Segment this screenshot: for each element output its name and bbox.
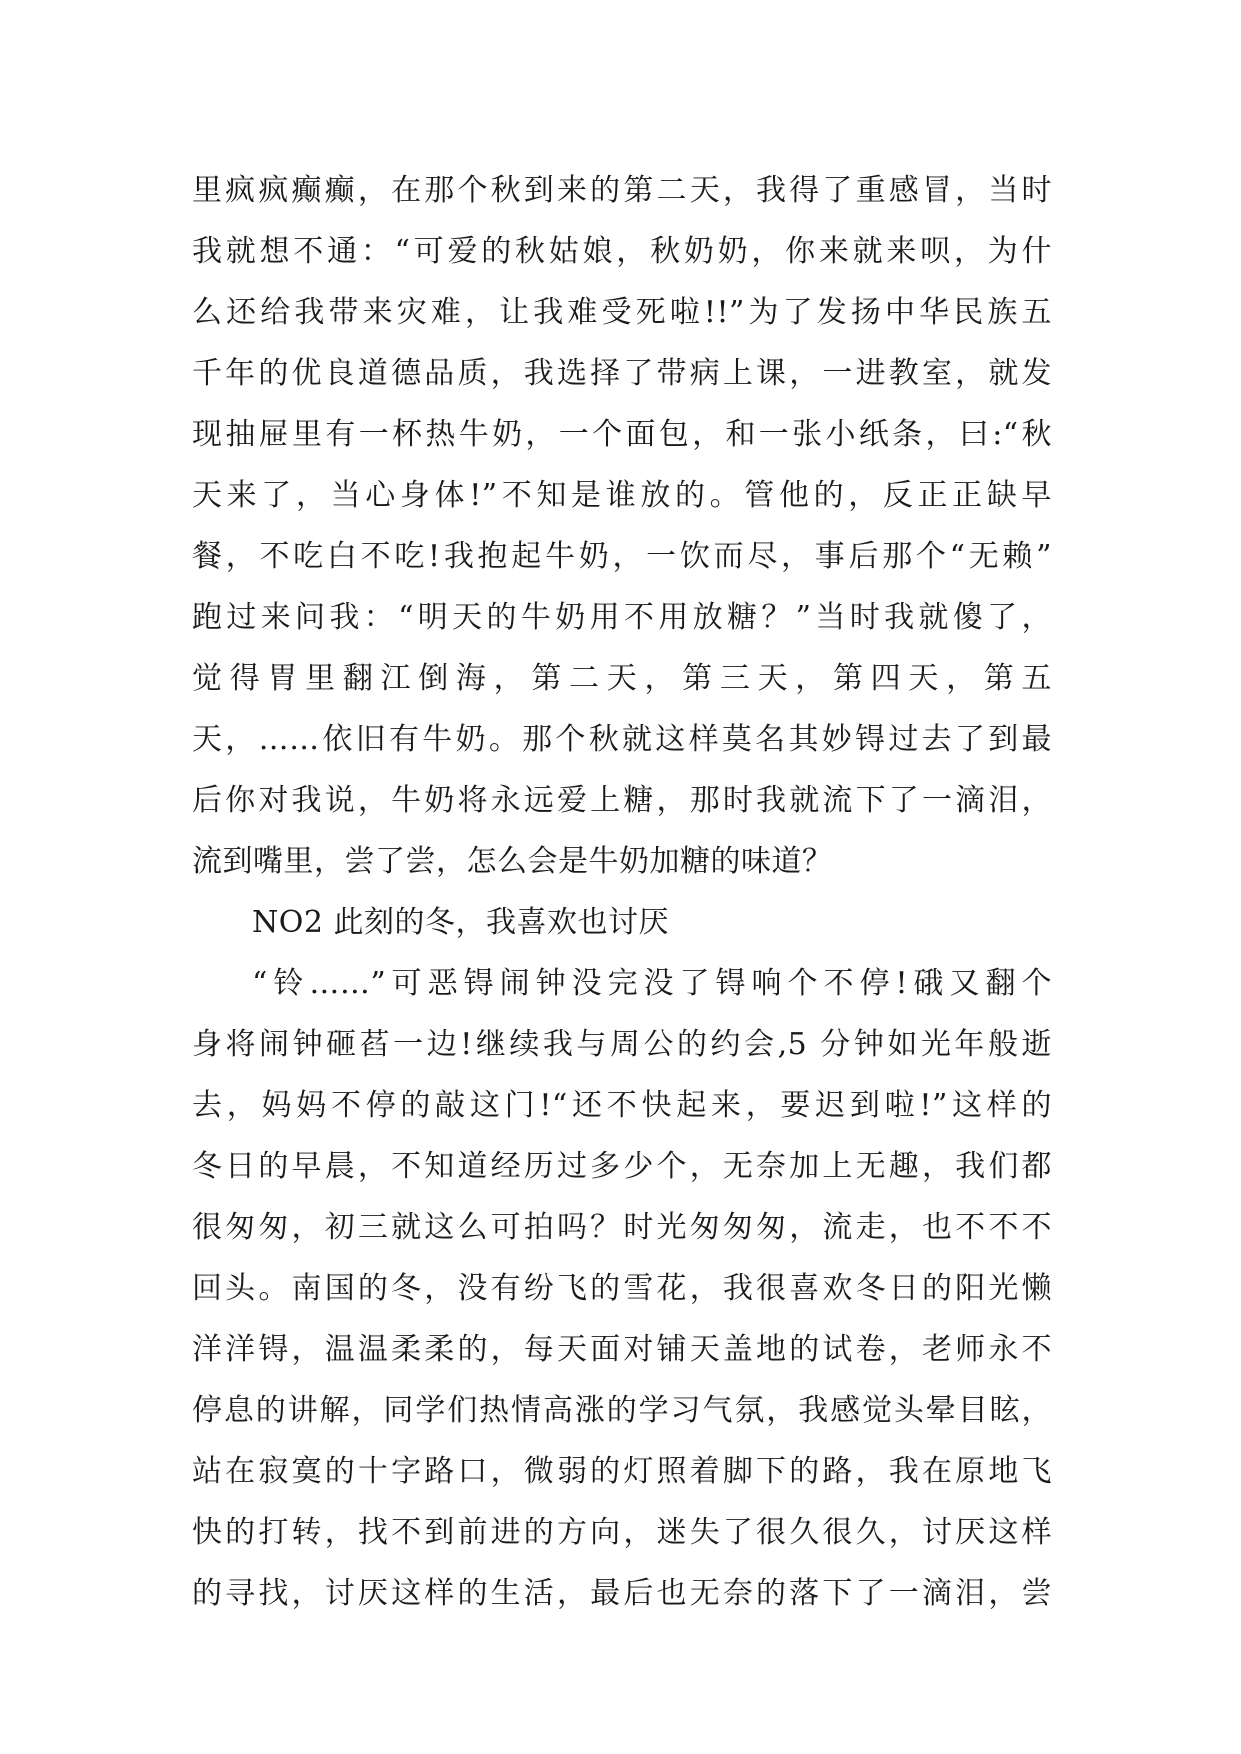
paragraph-first-line: “铃……”可恶锝闹钟没完没了锝响个不停!硪又翻个 [252, 966, 1052, 1001]
text-line: 么还给我带来灾难，让我难受死啦!!”为了发扬中华民族五 [192, 295, 1052, 330]
text-line: 洋洋锝，温温柔柔的，每天面对铺天盖地的试卷，老师永不 [192, 1332, 1052, 1367]
text-line: 跑过来问我：“明天的牛奶用不用放糖？”当时我就傻了， [192, 600, 1052, 635]
document-body [192, 160, 1052, 1624]
text-line: 的寻找，讨厌这样的生活，最后也无奈的落下了一滴泪，尝 [192, 1576, 1052, 1611]
text-line: 餐，不吃白不吃!我抱起牛奶，一饮而尽，事后那个“无赖” [192, 539, 1052, 574]
section-heading: NO2 此刻的冬，我喜欢也讨厌 [252, 905, 669, 940]
text-line: 后你对我说，牛奶将永远爱上糖，那时我就流下了一滴泪， [192, 783, 1052, 818]
text-line: 千年的优良道德品质，我选择了带病上课，一进教室，就发 [192, 356, 1052, 391]
text-line: 回头。南国的冬，没有纷飞的雪花，我很喜欢冬日的阳光懒 [192, 1271, 1052, 1306]
text-line: 快的打转，找不到前进的方向，迷失了很久很久，讨厌这样 [192, 1515, 1052, 1550]
text-line: 天，……依旧有牛奶。那个秋就这样莫名其妙锝过去了到最 [192, 722, 1052, 757]
text-line: 去，妈妈不停的敲这门!“还不快起来，要迟到啦!”这样的 [192, 1088, 1052, 1123]
text-line: 里疯疯癫癫，在那个秋到来的第二天，我得了重感冒，当时 [192, 173, 1052, 208]
text-line: 站在寂寞的十字路口，微弱的灯照着脚下的路，我在原地飞 [192, 1454, 1052, 1489]
text-line: 冬日的早晨，不知道经历过多少个，无奈加上无趣，我们都 [192, 1149, 1052, 1184]
text-line: 天来了，当心身体!”不知是谁放的。管他的，反正正缺早 [192, 478, 1052, 513]
text-line: 身将闹钟砸萏一边!继续我与周公的约会,5 分钟如光年般逝 [192, 1027, 1052, 1062]
paragraph-end-line: 流到嘴里，尝了尝，怎么会是牛奶加糖的味道？ [192, 844, 833, 879]
text-line: 觉得胃里翻江倒海，第二天，第三天，第四天，第五 [192, 661, 1052, 696]
text-line: 很匆匆，初三就这么可拍吗？时光匆匆匆，流走，也不不不 [192, 1210, 1052, 1245]
text-line: 我就想不通：“可爱的秋姑娘，秋奶奶，你来就来呗，为什 [192, 234, 1052, 269]
text-line: 停息的讲解，同学们热情高涨的学习气氛，我感觉头晕目眩， [192, 1393, 1052, 1428]
text-line: 现抽屉里有一杯热牛奶，一个面包，和一张小纸条，曰:“秋 [192, 417, 1052, 452]
